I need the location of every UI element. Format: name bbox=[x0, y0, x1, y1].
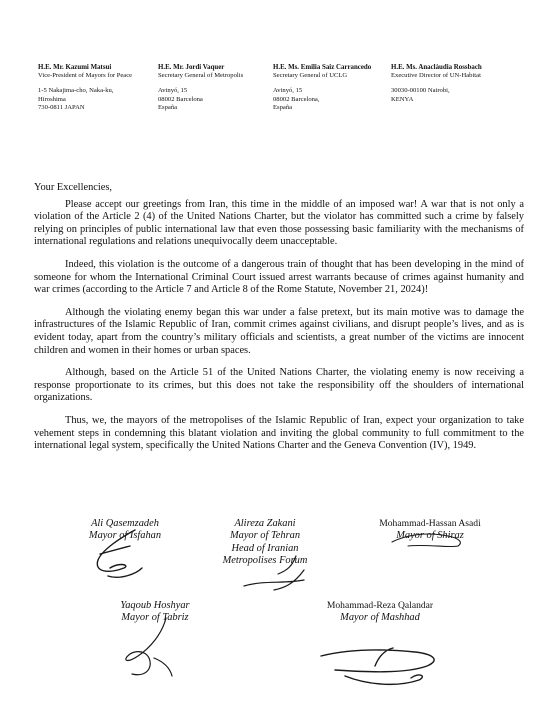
letter-paragraph: Although, based on the Article 51 of the United Nations Charter, the violating enemy is now receiving a response proportionate to its crimes, but this does not take the responsibility off the shoulders of international organizations. bbox=[34, 367, 524, 404]
signature-block-shiraz bbox=[360, 518, 500, 543]
signatory-name: Ali Qasemzadeh bbox=[91, 518, 159, 529]
addressee-address-line: 730-0811 JAPAN bbox=[38, 103, 85, 111]
addressee-address-line: España bbox=[273, 103, 293, 111]
addressee-address-line: 1-5 Nakajima-cho, Naka-ku, bbox=[38, 87, 114, 95]
signature-block-isfahan bbox=[70, 518, 180, 543]
addressee-matsui bbox=[38, 64, 132, 112]
letter-paragraph: Please accept our greetings from Iran, this time in the middle of an imposed war! A war that is not only a violation of the Article 2 (4) of the United Nations Charter, but the violator has committed such a crime by falsely relying on principles of public international law that even those possessing basic familiarity with the mechanisms of international regulations and relations unequivocally deem unacceptable. bbox=[34, 198, 524, 248]
addressee-address-line: 08002 Barcelona, bbox=[273, 95, 320, 103]
signatory-name: Mohammad-Reza Qalandar bbox=[326, 600, 434, 611]
addressee-role: Vice-President of Mayors for Peace bbox=[38, 72, 133, 80]
signatory-title: Mayor of Tehran bbox=[229, 530, 301, 542]
letter-paragraph: Thus, we, the mayors of the metropolises of the Islamic Republic of Iran, expect your organization to take vehement steps in condemning this blatant violation and inviting the global community to full commitment to the international legal system, specifically the United Nations Charter and the Geneva Convention (IV), 1949. bbox=[34, 414, 524, 452]
addressee-saiz-carrancedo bbox=[273, 64, 371, 112]
addressee-role: Executive Director of UN-Habitat bbox=[391, 72, 481, 80]
addressee-role: Secretary General of UCLG bbox=[273, 72, 348, 80]
signatory-title: Metropolises Forum bbox=[222, 555, 308, 567]
signatory-title: Mayor of Tabriz bbox=[121, 612, 189, 624]
signatory-title: Mayor of Mashhad bbox=[340, 612, 420, 624]
addressee-address-line: KENYA bbox=[391, 95, 414, 103]
letter-paragraph: Although the violating enemy began this war under a false pretext, but its main motive was to damage the infrastructures of the Islamic Republic of Iran, commit crimes against civilians, and disrupt people’s lives, and as is evident today, apart from the country’s military officials and scientists, a great number of the victims are innocent children and women in their homes or urban spaces. bbox=[34, 306, 524, 356]
addressee-name: H.E. Mr. Jordi Vaquer bbox=[158, 64, 225, 71]
signatory-title: Mayor of Shiraz bbox=[396, 530, 464, 542]
signatory-title: Head of Iranian bbox=[231, 542, 299, 554]
salutation: Your Excellencies, bbox=[34, 182, 113, 193]
addressee-address-line: 30030-00100 Nairobi, bbox=[391, 87, 450, 95]
addressee-address-line: Hiroshima bbox=[38, 95, 66, 103]
addressee-address-line: España bbox=[158, 103, 178, 111]
signature-block-tehran bbox=[200, 518, 330, 568]
addressee-address-line: Avinyó, 15 bbox=[158, 87, 188, 95]
signature-block-tabriz bbox=[100, 600, 210, 625]
letter-paragraph: Indeed, this violation is the outcome of a dangerous train of thought that has been developing in the mind of someone for whom the International Criminal Court issued arrest warrants because of crimes against humanity and war crimes (according to the Article 7 and Article 8 of the Rome Statute, November 21, 2024)! bbox=[34, 258, 524, 296]
addressee-name: H.E. Ms. Emilia Saiz Carrancedo bbox=[273, 64, 372, 71]
addressee-address-line: 08002 Barcelona bbox=[158, 95, 203, 103]
addressee-address-line: Avinyó, 15 bbox=[273, 87, 303, 95]
addressee-name: H.E. Ms. Anaclàudia Rossbach bbox=[391, 64, 482, 71]
signatory-name: Alireza Zakani bbox=[234, 518, 296, 529]
addressee-role: Secretary General of Metropolis bbox=[158, 72, 244, 80]
addressee-vaquer bbox=[158, 64, 243, 112]
addressee-list bbox=[38, 64, 528, 124]
addressee-rossbach bbox=[391, 64, 482, 104]
addressee-name: H.E. Mr. Kazumi Matsui bbox=[38, 64, 112, 71]
letter-body bbox=[34, 182, 524, 463]
handwritten-signature bbox=[315, 626, 445, 696]
signature-block-mashhad bbox=[305, 600, 455, 625]
signatory-title: Mayor of Isfahan bbox=[88, 530, 162, 542]
signatory-name: Yaqoub Hoshyar bbox=[120, 600, 190, 611]
signatory-name: Mohammad-Hassan Asadi bbox=[379, 518, 481, 529]
